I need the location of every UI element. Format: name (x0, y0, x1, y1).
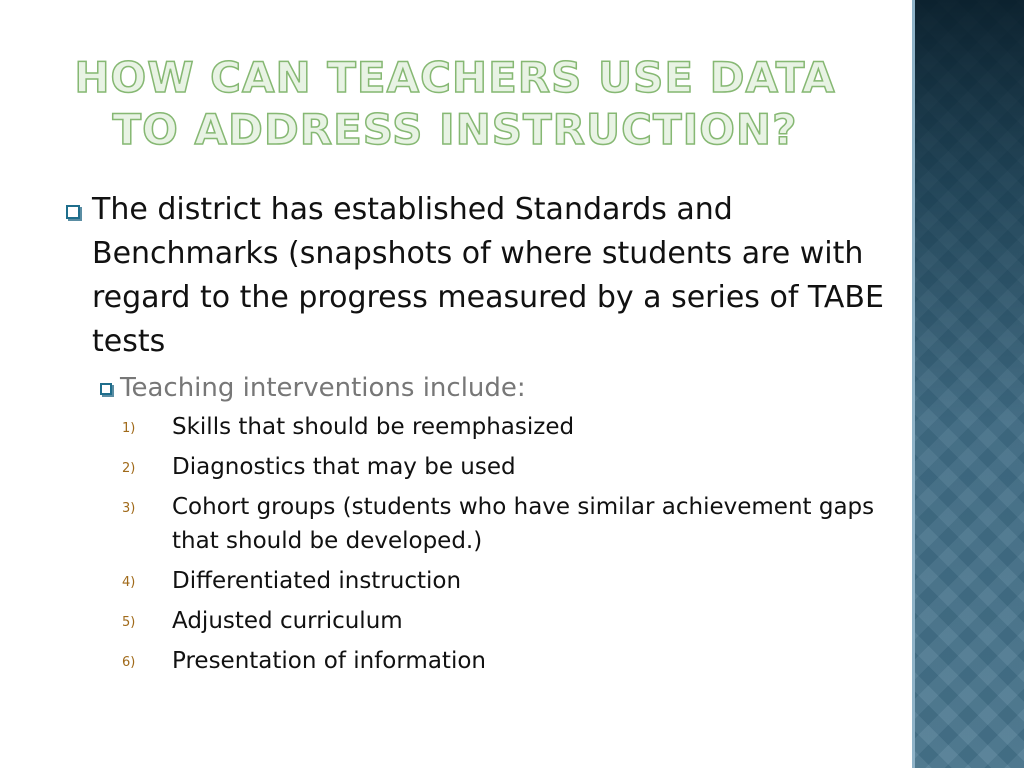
list-number: 3) (122, 501, 136, 516)
square-bullet-icon (100, 383, 112, 395)
list-item (62, 564, 902, 598)
decorative-side-panel (912, 0, 1024, 768)
list-item (62, 490, 902, 558)
list-number: 4) (122, 575, 136, 590)
list-number: 5) (122, 615, 136, 630)
bullet-level-2 (98, 370, 902, 406)
list-item-text: Skills that should be reemphasized (172, 414, 575, 440)
list-item-text: Diagnostics that may be used (172, 454, 516, 480)
list-number: 6) (122, 655, 136, 670)
list-item (62, 644, 902, 678)
list-item (62, 604, 902, 638)
sub-bullet-text: Teaching interventions include: (120, 373, 526, 403)
list-item-text: Presentation of information (172, 648, 486, 674)
numbered-list (62, 410, 902, 678)
list-item-text: Cohort groups (students who have similar achievement gaps that should be developed.) (172, 494, 875, 554)
slide-title: HOW CAN TEACHERS USE DATA TO ADDRESS INSTRUCTION? (74, 53, 836, 154)
list-number: 2) (122, 461, 136, 476)
slide-content (62, 188, 902, 684)
list-item-text: Differentiated instruction (172, 568, 462, 594)
side-panel-divider (912, 0, 915, 768)
list-number: 1) (122, 421, 136, 436)
bullet-text: The district has established Standards and Benchmarks (snapshots of where students are with regard to the progress measured by a series of TABE tests (92, 192, 884, 359)
bullet-level-1 (62, 188, 902, 364)
list-item (62, 410, 902, 444)
list-item (62, 450, 902, 484)
list-item-text: Adjusted curriculum (172, 608, 403, 634)
square-bullet-icon (66, 205, 80, 219)
